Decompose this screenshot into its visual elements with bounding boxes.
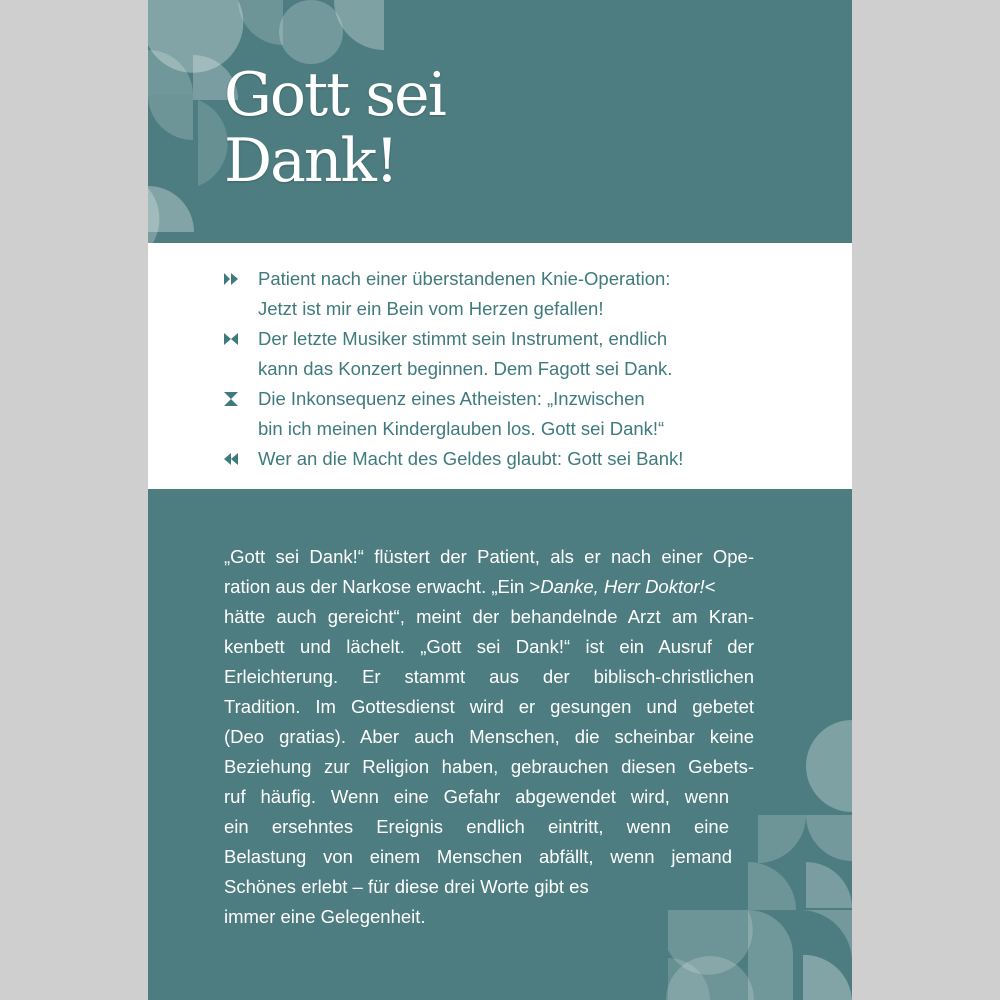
- list-item-text: Wer an die Macht des Geldes glaubt: Gott sei Bank!: [258, 448, 684, 469]
- double-right-arrow-icon: [223, 272, 239, 286]
- bowtie-icon: [223, 332, 239, 346]
- body-line: (Deo gratias). Aber auch Menschen, die scheinbar keine: [224, 726, 754, 747]
- joke-list: [221, 264, 683, 474]
- body-line: kenbett und lächelt. „Gott sei Dank!“ ist ein Ausruf der: [224, 636, 754, 657]
- list-item: [221, 444, 683, 474]
- list-item-text: Patient nach einer überstandenen Knie-Operation: Jetzt ist mir ein Bein vom Herzen gefallen!: [258, 268, 671, 319]
- page-card: [148, 0, 852, 1000]
- body-line: Beziehung zur Religion haben, gebrauchen diesen Gebets-: [224, 756, 754, 777]
- body-line: „Gott sei Dank!“ flüstert der Patient, als er nach einer Ope-: [224, 546, 754, 567]
- body-line: ruf häufig. Wenn eine Gefahr abgewendet wird, wenn: [224, 786, 729, 807]
- list-item: [221, 384, 683, 444]
- hourglass-icon: [223, 392, 239, 406]
- double-left-arrow-icon: [223, 452, 239, 466]
- body-text: [224, 542, 754, 932]
- body-line: ration aus der Narkose erwacht. „Ein >Danke, Herr Doktor!<: [224, 576, 716, 597]
- list-item-text: Der letzte Musiker stimmt sein Instrument, endlich kann das Konzert beginnen. Dem Fagott sei Dank.: [258, 328, 673, 379]
- quoted-phrase: Danke, Herr Doktor!: [540, 576, 705, 597]
- body-line: Belastung von einem Menschen abfällt, wenn jemand: [224, 846, 732, 867]
- list-item: [221, 264, 683, 324]
- body-line-part: ration aus der Narkose erwacht. „Ein: [224, 576, 530, 597]
- body-line: hätte auch gereicht“, meint der behandelnde Arzt am Kran-: [224, 606, 754, 627]
- list-item-text: Die Inkonsequenz eines Atheisten: „Inzwischen bin ich meinen Kinderglauben los. Gott sei Dank!“: [258, 388, 665, 439]
- page-title: Gott sei Dank!: [224, 60, 445, 196]
- body-line: Tradition. Im Gottesdienst wird er gesungen und gebetet: [224, 696, 754, 717]
- body-line: Schönes erlebt – für diese drei Worte gibt es: [224, 876, 589, 897]
- list-item: [221, 324, 683, 384]
- body-line: ein ersehntes Ereignis endlich eintritt, wenn eine: [224, 816, 729, 837]
- body-line: Erleichterung. Er stammt aus der biblisch-christlichen: [224, 666, 754, 687]
- body-line: immer eine Gelegenheit.: [224, 906, 426, 927]
